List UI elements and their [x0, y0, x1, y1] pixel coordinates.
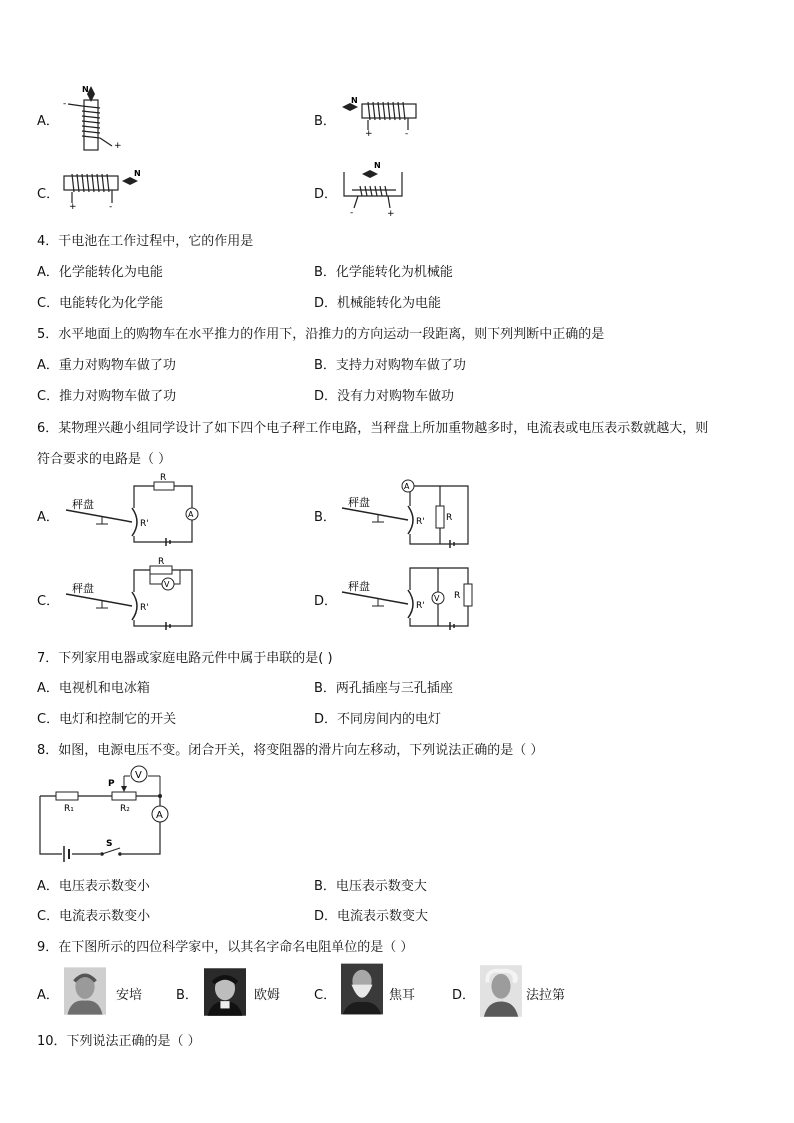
- q8-circuit: [36, 764, 176, 862]
- q6-option-b-letter[interactable]: B．: [314, 510, 336, 525]
- q3-d-minus: -: [350, 208, 354, 218]
- q6-b-pan-label: 秤盘: [348, 496, 370, 509]
- q6-stem-line2: 符合要求的电路是（ ）: [37, 452, 172, 467]
- q8-voltmeter-label: V: [135, 770, 142, 781]
- q7-option-b[interactable]: B．两孔插座与三孔插座: [314, 681, 453, 696]
- q6-d-pan-label: 秤盘: [348, 580, 370, 593]
- q10-stem: 10．下列说法正确的是（ ）: [37, 1034, 201, 1049]
- q9-portrait-ampere-icon: [64, 965, 106, 1017]
- q4-option-b[interactable]: B．化学能转化为机械能: [314, 265, 453, 280]
- q6-a-rprime-label: R': [140, 519, 149, 529]
- q7-stem: 7．下列家用电器或家庭电路元件中属于串联的是( ): [37, 651, 333, 666]
- q6-a-ammeter-label: A: [188, 510, 194, 519]
- q4-stem: 4．干电池在工作过程中，它的作用是: [37, 234, 254, 249]
- q3-diagram-a: [60, 84, 130, 154]
- q8-option-c[interactable]: C．电流表示数变小: [37, 909, 151, 924]
- q3-option-d-letter[interactable]: D．: [314, 187, 338, 202]
- q6-stem-line1: 6．某物理兴趣小组同学设计了如下四个电子秤工作电路，当秤盘上所加重物越多时，电流表或电压表示数就越大，则: [37, 421, 709, 436]
- q8-option-b[interactable]: B．电压表示数变大: [314, 879, 427, 894]
- q9-option-a-letter[interactable]: A．: [37, 988, 59, 1003]
- q3-c-plus: +: [69, 202, 77, 212]
- q3-diagram-c: [60, 168, 144, 210]
- q3-a-minus: -: [63, 99, 67, 109]
- q9-portrait-ohm-icon: [204, 966, 246, 1018]
- q9-portrait-faraday-icon: [480, 965, 522, 1017]
- q6-c-voltmeter-label: V: [164, 580, 170, 589]
- q6-a-pan-label: 秤盘: [72, 498, 94, 511]
- q3-option-c-letter[interactable]: C．: [37, 187, 60, 202]
- q7-option-c[interactable]: C．电灯和控制它的开关: [37, 712, 177, 727]
- q6-d-r-label: R: [454, 591, 461, 601]
- q3-diagram-d: [338, 160, 408, 218]
- q6-circuit-d: [338, 560, 478, 632]
- q6-d-voltmeter-label: V: [434, 594, 440, 603]
- q9-option-d-name: 法拉第: [526, 988, 566, 1003]
- q9-portrait-joule-icon: [341, 963, 383, 1015]
- q8-r1-label: R₁: [64, 804, 74, 814]
- q5-stem: 5．水平地面上的购物车在水平推力的作用下，沿推力的方向运动一段距离，则下列判断中正确的是: [37, 327, 605, 342]
- q6-circuit-a: [62, 473, 212, 550]
- q3-d-pole-label: N: [374, 161, 381, 170]
- q6-circuit-b: [338, 476, 478, 552]
- q3-option-a-letter[interactable]: A．: [37, 114, 59, 129]
- q3-option-b-letter[interactable]: B．: [314, 114, 336, 129]
- q8-switch-label: S: [106, 839, 113, 849]
- q9-option-d-letter[interactable]: D．: [452, 988, 476, 1003]
- q3-b-minus: -: [405, 129, 409, 139]
- q3-c-minus: -: [109, 202, 113, 212]
- q8-ammeter-label: A: [156, 810, 163, 821]
- q6-circuit-c: [62, 557, 202, 634]
- q6-option-c-letter[interactable]: C．: [37, 594, 60, 609]
- q6-d-rprime-label: R': [416, 601, 425, 611]
- q9-stem: 9．在下图所示的四位科学家中，以其名字命名电阻单位的是（ ）: [37, 940, 414, 955]
- q9-option-c-letter[interactable]: C．: [314, 988, 337, 1003]
- q4-option-a[interactable]: A．化学能转化为电能: [37, 265, 163, 280]
- q6-c-rprime-label: R': [140, 603, 149, 613]
- q6-option-d-letter[interactable]: D．: [314, 594, 338, 609]
- q6-b-rprime-label: R': [416, 517, 425, 527]
- q9-option-a-name: 安培: [116, 988, 143, 1003]
- q6-c-pan-label: 秤盘: [72, 582, 94, 595]
- q3-b-pole-label: N: [351, 96, 358, 105]
- q3-d-plus: +: [387, 209, 395, 219]
- q7-option-d[interactable]: D．不同房间内的电灯: [314, 712, 442, 727]
- q9-option-c-name: 焦耳: [389, 988, 416, 1003]
- q5-option-a[interactable]: A．重力对购物车做了功: [37, 358, 176, 373]
- q6-c-r-label: R: [158, 557, 165, 567]
- q6-b-ammeter-label: A: [404, 482, 410, 491]
- q8-r2-label: R₂: [120, 804, 130, 814]
- q8-option-a[interactable]: A．电压表示数变小: [37, 879, 150, 894]
- q3-b-plus: +: [365, 129, 373, 139]
- q6-a-r-label: R: [160, 473, 167, 483]
- q4-option-c[interactable]: C．电能转化为化学能: [37, 296, 164, 311]
- q5-option-c[interactable]: C．推力对购物车做了功: [37, 389, 177, 404]
- q9-option-b-letter[interactable]: B．: [176, 988, 198, 1003]
- q3-a-pole-label: N: [82, 85, 89, 94]
- q8-p-label: P: [108, 779, 115, 789]
- q9-option-b-name: 欧姆: [254, 988, 281, 1003]
- q5-option-b[interactable]: B．支持力对购物车做了功: [314, 358, 466, 373]
- q8-stem: 8．如图，电源电压不变。闭合开关，将变阻器的滑片向左移动，下列说法正确的是（ ）: [37, 743, 544, 758]
- q8-option-d[interactable]: D．电流表示数变大: [314, 909, 429, 924]
- q3-c-pole-label: N: [134, 169, 141, 178]
- q4-option-d[interactable]: D．机械能转化为电能: [314, 296, 442, 311]
- q6-option-a-letter[interactable]: A．: [37, 510, 59, 525]
- q5-option-d[interactable]: D．没有力对购物车做功: [314, 389, 455, 404]
- q6-b-r-label: R: [446, 513, 453, 523]
- q7-option-a[interactable]: A．电视机和电冰箱: [37, 681, 150, 696]
- q3-diagram-b: [338, 96, 422, 139]
- q3-a-plus: +: [114, 141, 122, 151]
